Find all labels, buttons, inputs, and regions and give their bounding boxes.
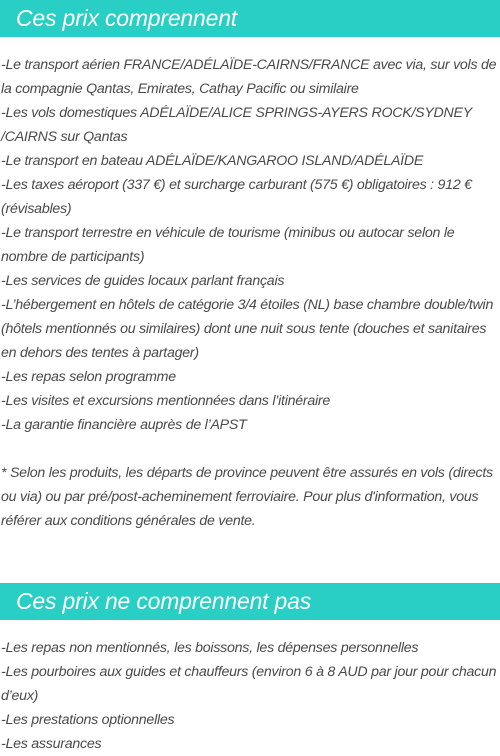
- included-section-title: Ces prix comprennent: [0, 0, 500, 37]
- list-item: -Les assurances: [1, 736, 102, 752]
- list-item: -Les pourboires aux guides et chauffeurs (environ 6 à 8 AUD par jour pour chacun d’eux): [1, 664, 497, 704]
- departure-note: * Selon les produits, les départs de province peuvent être assurés en vols (directs ou via) ou par pré/post-acheminement ferroviaire. Pour plus d'information, vous référer aux conditions générales de vente.: [1, 465, 493, 529]
- list-item: -La garantie financière auprès de l’APST: [1, 417, 247, 433]
- excluded-section-title: Ces prix ne comprennent pas: [0, 583, 500, 620]
- list-item: -Le transport en bateau ADÉLAÏDE/KANGAROO ISLAND/ADÉLAÏDE: [1, 153, 424, 169]
- list-item: -Les visites et excursions mentionnées dans l’itinéraire: [1, 393, 331, 409]
- list-item: -Les prestations optionnelles: [1, 712, 175, 728]
- excluded-list: [1, 636, 499, 756]
- list-item: -Les taxes aéroport (337 €) et surcharge carburant (575 €) obligatoires : 912 € (révisables): [1, 177, 472, 217]
- list-item: -Les repas non mentionnés, les boissons, les dépenses personnelles: [1, 640, 419, 656]
- included-list: [1, 53, 499, 437]
- list-item: -Le transport terrestre en véhicule de tourisme (minibus ou autocar selon le nombre de participants): [1, 225, 455, 265]
- list-item: -Les repas selon programme: [1, 369, 176, 385]
- list-item: -Les vols domestiques ADÉLAÏDE/ALICE SPRINGS-AYERS ROCK/SYDNEY /CAIRNS sur Qantas: [1, 105, 472, 145]
- list-item: -L’hébergement en hôtels de catégorie 3/4 étoiles (NL) base chambre double/twin (hôtels mentionnés ou similaires) dont une nuit sous tente (douches et sanitaires en dehors des tentes à partager): [1, 297, 494, 361]
- list-item: -Les services de guides locaux parlant français: [1, 273, 285, 289]
- list-item: -Le transport aérien FRANCE/ADÉLAÏDE-CAIRNS/FRANCE avec via, sur vols de la compagnie Qantas, Emirates, Cathay Pacific ou similaire: [1, 57, 497, 97]
